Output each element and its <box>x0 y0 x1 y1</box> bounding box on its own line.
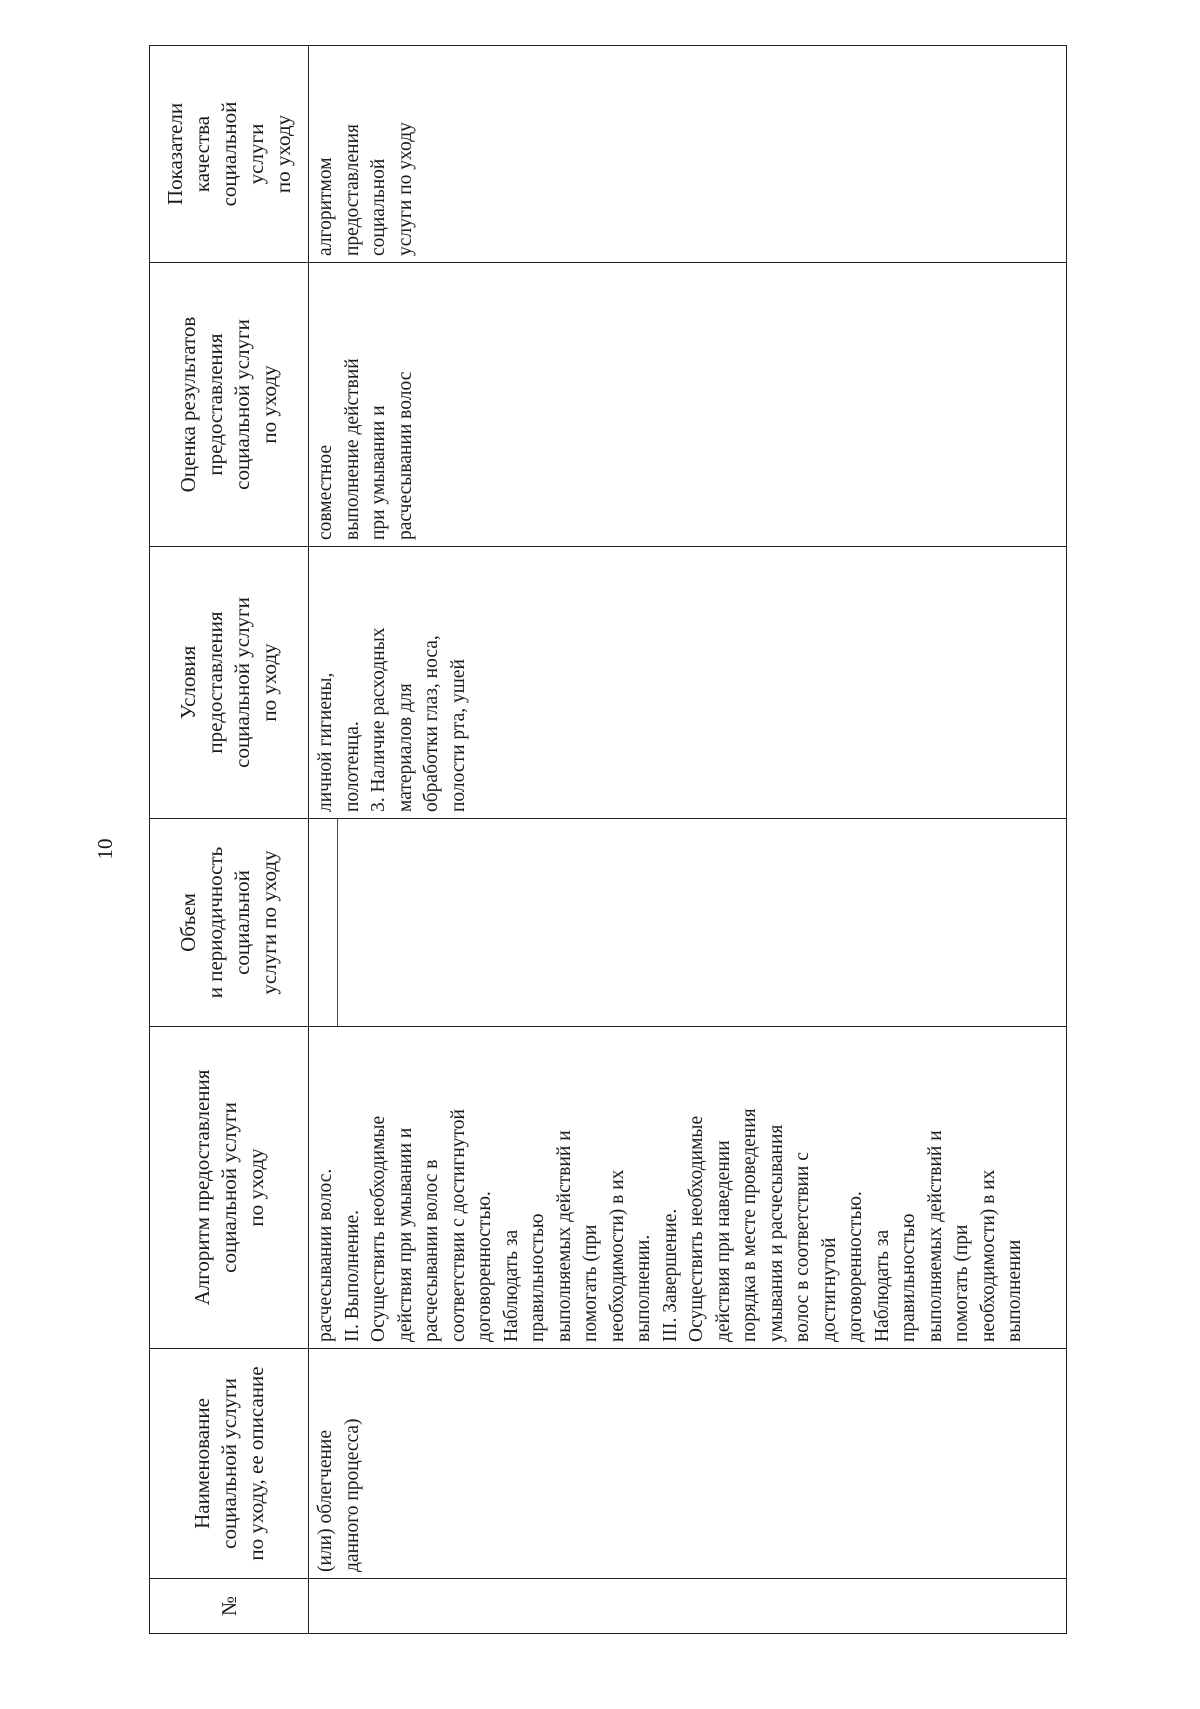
text-line: полости рта, ушей <box>447 659 469 812</box>
page-number: 10 <box>93 838 117 860</box>
text-line: материалов для <box>394 683 416 812</box>
volume-subcell <box>338 819 1066 1026</box>
text-line: выполняемых действий и <box>553 1130 575 1342</box>
header-volume-frequency <box>150 819 309 1027</box>
text-line: порядка в месте проведения <box>739 1108 760 1342</box>
text-line: достигнутой <box>818 1237 840 1342</box>
text-line: предоставления <box>203 333 227 476</box>
text-line: Алгоритм предоставления <box>189 1069 214 1306</box>
text-line: выполнении. <box>633 1234 654 1342</box>
text-line: выполнение действий <box>341 358 363 540</box>
text-line: по уходу, ее описание <box>243 1366 268 1561</box>
header-number <box>150 1579 309 1634</box>
text-line: № <box>216 1595 241 1617</box>
rotated-table-container <box>149 46 1067 1634</box>
text-line: волос в соответствии с <box>792 1152 813 1342</box>
text-line: 3. Наличие расходных <box>368 627 389 812</box>
text-line: правильностью <box>527 1213 548 1342</box>
text-line: услуги по уходу <box>394 122 416 256</box>
text-line: услуги <box>243 123 268 185</box>
text-line: по уходу <box>257 643 281 722</box>
text-line: социальной <box>368 158 389 256</box>
text-line: обработки глаз, носа, <box>421 635 442 812</box>
header-row <box>150 46 309 1634</box>
header-service-name <box>150 1349 309 1579</box>
cell-number <box>309 1579 1067 1634</box>
text-line: и периодичность <box>203 846 227 999</box>
text-line: помогать (при <box>580 1224 601 1342</box>
text-line: по уходу <box>270 114 295 194</box>
text-line: по уходу <box>243 1148 268 1227</box>
cell-volume-frequency <box>309 819 1067 1027</box>
text-line: правильностью <box>898 1213 919 1342</box>
text-line: III. Завершение. <box>659 1208 681 1342</box>
text-line: Показатели <box>162 102 187 206</box>
text-line: личной гигиены, <box>315 672 336 812</box>
text-line: договоренностью. <box>474 1191 495 1342</box>
text-line: данного процесса) <box>341 1418 363 1572</box>
text-line: социальной <box>230 870 254 975</box>
text-line: Оценка результатов <box>176 316 200 493</box>
text-line: социальной услуги <box>230 319 254 490</box>
text-line: расчесывании волос. <box>315 1168 336 1342</box>
text-line: выполнении <box>1004 1239 1025 1342</box>
text-line: Объем <box>176 893 200 952</box>
text-line: необходимости) в их <box>977 1169 999 1342</box>
cell-conditions <box>309 547 1067 819</box>
text-line: действия при умывании и <box>394 1127 416 1342</box>
text-line: Наблюдать за <box>500 1229 522 1342</box>
text-line: предоставления <box>203 611 227 754</box>
text-line: Осуществить необходимые <box>368 1115 389 1342</box>
header-conditions <box>150 547 309 819</box>
services-table <box>149 45 1067 1634</box>
cell-algorithm <box>309 1027 1067 1349</box>
text-line: социальной услуги <box>230 597 254 768</box>
text-line: расчесывании волос <box>394 371 416 540</box>
text-line: полотенца. <box>341 721 363 812</box>
text-line: алгоритмом <box>315 157 336 256</box>
text-line: II. Выполнение. <box>341 1210 363 1342</box>
text-line: социальной услуги <box>216 1378 241 1549</box>
text-line: социальной <box>216 101 241 207</box>
cell-evaluation <box>309 263 1067 547</box>
volume-subcell-divider <box>309 819 338 1026</box>
text-line: необходимости) в их <box>606 1169 628 1342</box>
text-line: по уходу <box>257 365 281 444</box>
text-line: (или) облегчение <box>315 1429 336 1572</box>
text-line: договоренностью. <box>845 1191 866 1342</box>
text-line: Условия <box>176 645 200 720</box>
cell-quality-indicators <box>309 46 1067 263</box>
text-line: Осуществить необходимые <box>686 1115 707 1342</box>
text-line: Наименование <box>189 1398 214 1529</box>
text-line: соответствии с достигнутой <box>447 1109 469 1342</box>
text-line: действия при наведении <box>712 1140 734 1342</box>
header-quality-indicators <box>150 46 309 263</box>
text-line: Наблюдать за <box>871 1229 893 1342</box>
text-line: при умывании и <box>368 405 389 540</box>
text-line: социальной услуги <box>216 1102 241 1273</box>
text-line: расчесывании волос в <box>421 1159 442 1342</box>
text-line: выполняемых действий и <box>924 1130 946 1342</box>
text-line: качества <box>189 115 214 193</box>
text-line: услуги по уходу <box>257 850 281 995</box>
header-algorithm <box>150 1027 309 1349</box>
text-line: помогать (при <box>951 1224 972 1342</box>
text-line: предоставления <box>341 124 363 256</box>
cell-service-name <box>309 1349 1067 1579</box>
header-evaluation <box>150 263 309 547</box>
text-line: совместное <box>315 444 336 540</box>
text-line: умывания и расчесывания <box>765 1124 787 1342</box>
table-row <box>309 46 1067 1634</box>
